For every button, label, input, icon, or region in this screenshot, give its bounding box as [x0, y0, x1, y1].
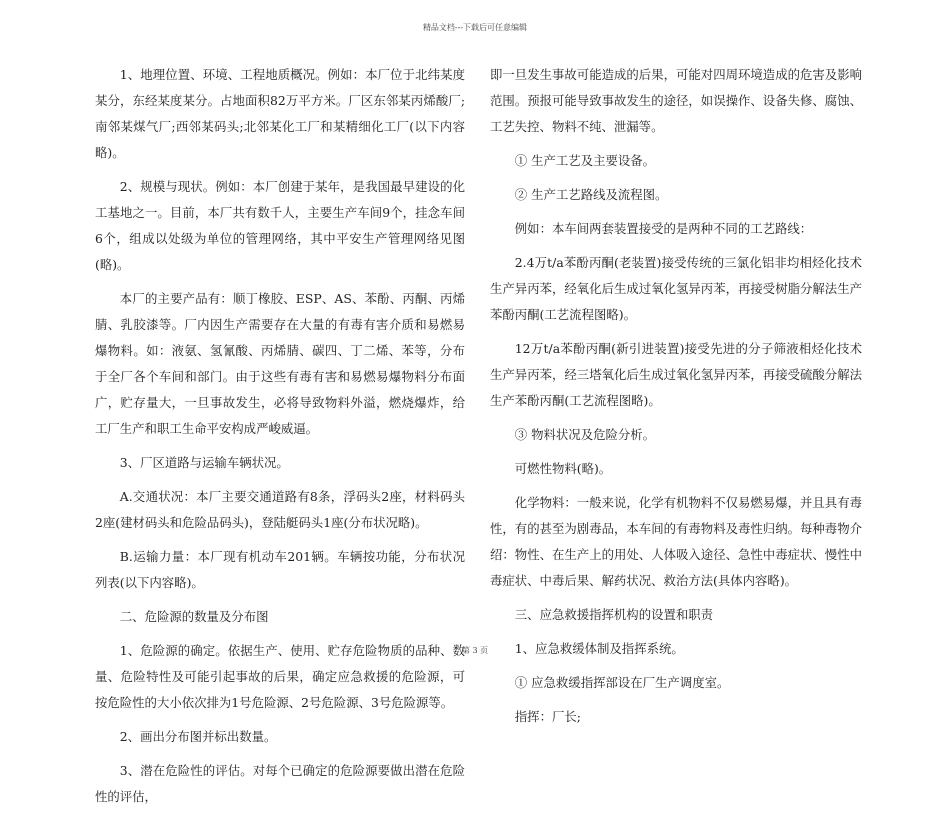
right-column	[490, 62, 862, 738]
paragraph: 3、潜在危险性的评估。对每个已确定的危险源要做出潜在危险性的评估，	[95, 763, 465, 804]
paragraph: 3、厂区道路与运输车辆状况。	[119, 455, 289, 470]
section-heading: 三、应急救援指挥机构的设置和职责	[514, 607, 714, 622]
paragraph: 可燃性物料(略)。	[514, 461, 612, 476]
section-heading: 二、危险源的数量及分布图	[119, 609, 269, 624]
paragraph: 2、规模与现状。例如：本厂创建于某年，是我国最早建设的化工基地之一。目前，本厂共有数千人，主要生产车间9个，挂念车间6个，组成以处级为单位的管理网络，其中平安生产管理网络见图(略)。	[95, 179, 465, 272]
paragraph: 1、危险源的确定。依据生产、使用、贮存危险物质的品种、数量、危险特性及可能引起事故的后果，确定应急救援的危险源，可按危险性的大小依次排为1号危险源、2号危险源、3号危险源等。	[95, 643, 465, 710]
paragraph: A.交通状况：本厂主要交通道路有8条，浮码头2座，材料码头2座(建材码头和危险品码头)，登陆艇码头1座(分布状况略)。	[95, 489, 465, 530]
paragraph: 本厂的主要产品有：顺丁橡胶、ESP、AS、苯酚、丙酮、丙烯腈、乳胶漆等。厂内因生产需要存在大量的有毒有害介质和易燃易爆物料。如：液氨、氢氰酸、丙烯腈、碳四、丁二烯、苯等，分布于全厂各个车间和部门。由于这些有毒有害和易燃易爆物料分布面广，贮存量大，一旦事故发生，必将导致物料外溢，燃烧爆炸，给工厂生产和职工生命平安构成严峻威逼。	[95, 291, 465, 436]
paragraph: 例如：本车间两套装置接受的是两种不同的工艺路线：	[514, 221, 813, 236]
page-header: 精品文档---下载后可任意编辑	[422, 23, 528, 32]
paragraph: 指挥：厂长;	[514, 709, 581, 724]
paragraph: ② 生产工艺路线及流程图。	[514, 187, 668, 202]
paragraph: ① 应急救缓指挥部设在厂生产调度室。	[514, 675, 730, 690]
paragraph: B.运输力量：本厂现有机动车201辆。车辆按功能，分布状况列表(以下内容略)。	[95, 549, 465, 590]
paragraph: 12万t/a苯酚丙酮(新引进装置)接受先进的分子筛液相烃化技术生产异丙苯，经三塔氧化后生成过氧化氢异丙苯，再接受硫酸分解法生产苯酚丙酮(工艺流程图略)。	[490, 341, 862, 408]
paragraph: 1、应急救缓体制及指挥系统。	[514, 641, 684, 656]
paragraph: 化学物料：一般来说，化学有机物料不仅易燃易爆，并且具有毒性，有的甚至为剧毒品，本车间的有毒物料及毒性归纳。每种毒物介绍：物性、在生产上的用处、人体吸入途径、急性中毒症状、慢性中毒症状、中毒后果、解药状况、救治方法(具体内容略)。	[490, 495, 862, 588]
paragraph-continued: 即一旦发生事故可能造成的后果，可能对四周环境造成的危害及影响范围。预报可能导致事故发生的途径，如误操作、设备失修、腐蚀、工艺失控、物料不纯、泄漏等。	[490, 67, 862, 134]
paragraph: 2、画出分布图并标出数量。	[119, 729, 277, 744]
paragraph: ① 生产工艺及主要设备。	[514, 153, 656, 168]
paragraph: ③ 物料状况及危险分析。	[514, 427, 656, 442]
left-column	[95, 62, 465, 818]
page-number: 第 3 页	[461, 646, 489, 655]
paragraph: 1、地理位置、环境、工程地质概况。例如：本厂位于北纬某度某分，东经某度某分。占地面积82万平方米。厂区东邻某丙烯酸厂;南邻某煤气厂;西邻某码头;北邻某化工厂和某精细化工厂(以下内容略)。	[95, 67, 465, 160]
paragraph: 2.4万t/a苯酚丙酮(老装置)接受传统的三氯化铝非均相烃化技术生产异丙苯，经氧化后生成过氧化氢异丙苯，再接受树脂分解法生产苯酚丙酮(工艺流程图略)。	[490, 255, 862, 322]
